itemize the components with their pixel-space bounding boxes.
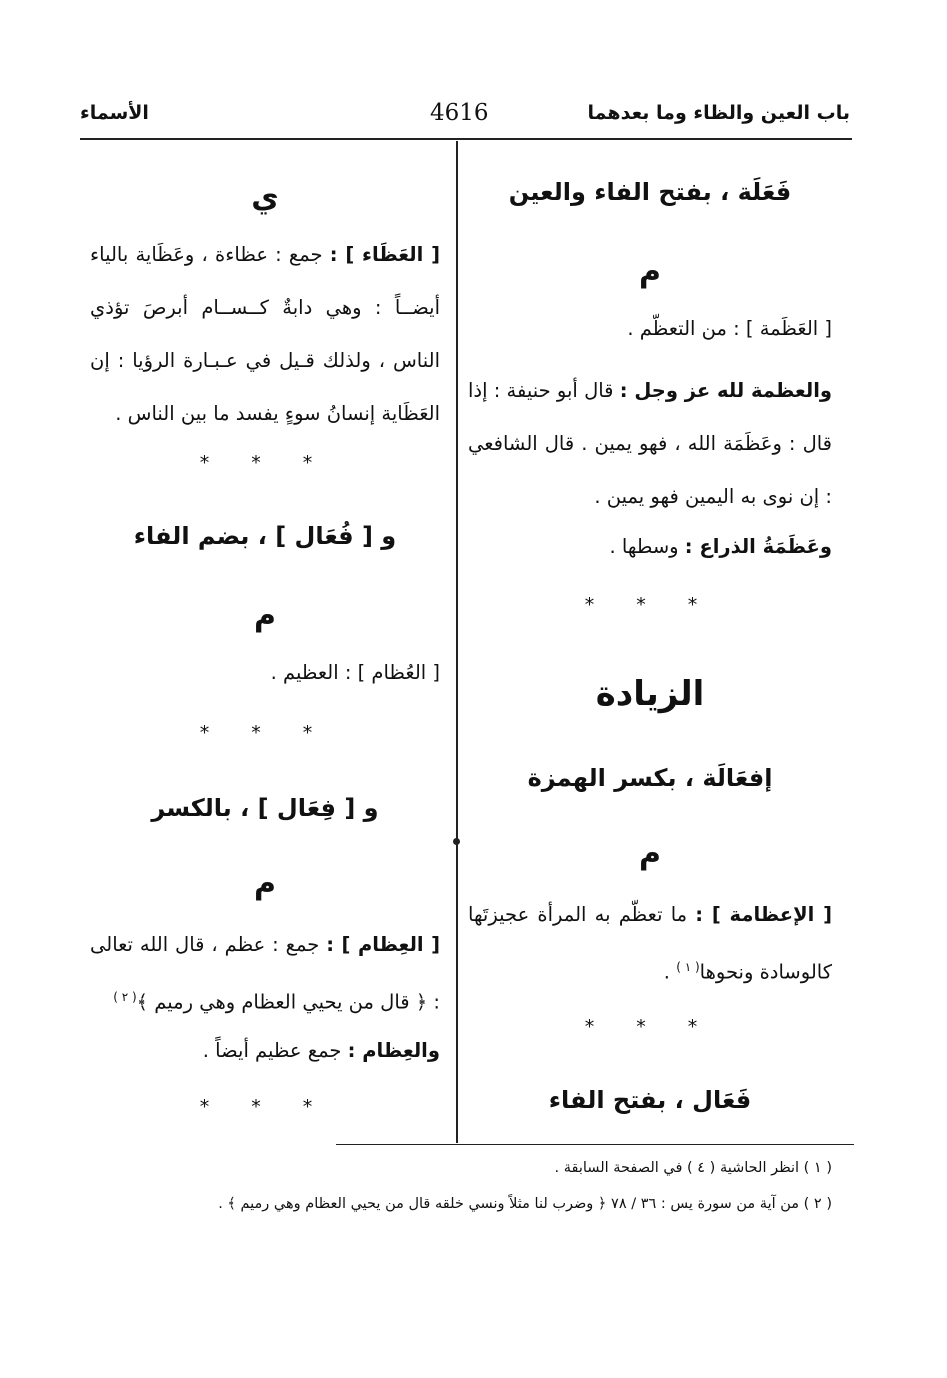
letter-mim: م [254,866,276,901]
entry-text: قال أبو حنيفة : إذا قال : وعَظَمَة الله ، فهو يمين . قال الشافعي : إن نوى به اليمين فهو يمين . [468,379,832,508]
footnote-1: ( ١ ) انظر الحاشية ( ٤ ) في الصفحة السابقة . [554,1160,832,1176]
entry-iazama [468,888,832,999]
footnote-ref-2: ( ٢ ) [113,990,137,1004]
heading-ifaala: إفعَالَة ، بكسر الهمزة [527,764,773,792]
entry-uzam: [ العُظام ] : العظيم . [270,661,440,684]
entry-key: والعظمة لله عز وجل : [619,379,833,402]
separator-stars: * * * [584,1016,716,1038]
separator-stars: * * * [199,452,331,474]
heading-fuaal: و [ فُعَال ] ، بضم الفاء [133,522,397,550]
heading-fiaal: و [ فِعَال ] ، بالكسر [151,794,379,822]
footnote-2: ( ٢ ) من آية من سورة يس : ٣٦ / ٧٨ ﴿ وضرب لنا مثلاً ونسي خلقه قال من يحيي العظام وهي رميم ﴾ . [218,1196,832,1212]
letter-mim: م [639,254,661,289]
entry-text: وسطها . [609,535,685,558]
separator-stars: * * * [199,1096,331,1118]
page-number: 4616 [430,100,489,126]
entry-azamat-althira [468,520,832,573]
entry-text: جمع : عظم ، قال الله تعالى : ﴿ قال من يحيي العظام وهي رميم ﴾ [90,933,440,1014]
divider-mark [453,838,460,845]
entry-azama: [ العَظَمة ] : من التعظّم . [627,317,832,340]
heading-ziyada: الزيادة [595,674,705,714]
entry-text: ما تعظّم به المرأة عجيزتَها كالوسادة ونحوها [468,903,832,984]
footnote-ref-1: ( ١ ) [676,960,700,974]
entry-azaa [90,228,440,440]
letter-mim: م [639,836,661,871]
entry-key: [ العَظَاء ] : [329,243,440,266]
separator-stars: * * * [199,722,331,744]
entry-azama-allah [468,364,832,523]
entry-izam-plural [90,1024,440,1077]
header-rule [80,138,852,140]
entry-end: . [663,960,677,984]
letter-mim: م [254,598,276,633]
separator-stars: * * * [584,594,716,616]
footnote-rule [336,1144,854,1145]
entry-izam [90,918,440,1029]
entry-key: وعَظَمَةُ الذراع : [684,535,832,558]
entry-key: [ الإعظامة ] : [695,903,832,926]
letter-ya: ي [251,180,279,215]
page-header [80,102,850,142]
heading-faala: فَعَلَة ، بفتح الفاء والعين [508,178,792,206]
chapter-title: باب العين والظاء وما بعدهما [587,102,850,124]
entry-text: جمع عظيم أيضاً . [202,1039,348,1062]
heading-faal: فَعَال ، بفتح الفاء [548,1086,752,1114]
entry-text: جمع : عظاءة ، وعَظَاية بالياء أيضــاً : وهي دابةٌ كــســام أبرصَ تؤذي الناس ، ولذلك قـيل في عـبـارة الرؤيا : إن العَظَاية إنسانُ سوءٍ يفسد ما بين الناس . [90,243,440,425]
entry-key: [ العِظام ] : [326,933,440,956]
entry-key: والعِظام : [347,1039,440,1062]
section-title: الأسماء [80,102,149,124]
column-divider [456,141,458,1143]
